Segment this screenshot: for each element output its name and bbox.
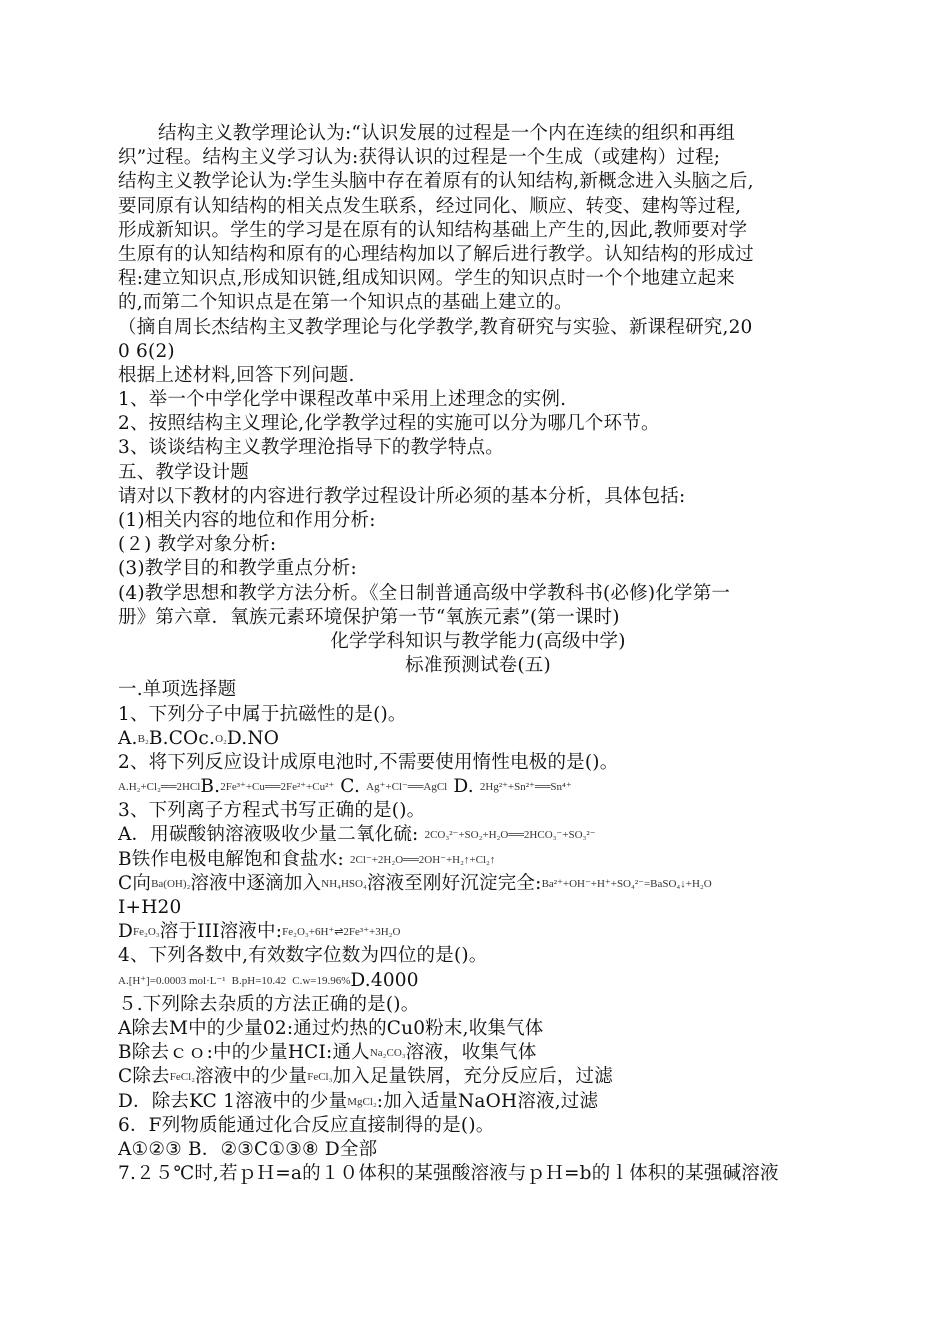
q5-option-d-text-1: D．除去KC 1溶液中的少量 [118,1090,348,1112]
q2-option-b-formula: 2Fe³⁺+Cu══2Fe²⁺+Cu²⁺ [220,781,335,794]
q2-option-b-label: B. [200,776,221,798]
q5-option-c-text-1: C除去 [118,1066,170,1088]
q2-option-a-formula: A.H₂+Cl₂══2HCl [118,781,201,794]
document-page [118,122,838,1186]
q3-option-a-text: A．用碳酸钠溶液吸收少量二氧化硫: [118,824,419,846]
q7-stem: 7.２５℃时,若ｐＨ=a的１０体积的某强酸溶液与ｐＨ=b的ｌ体积的某强碱溶液 [118,1163,779,1185]
passage-line-6: 生原有的认知结构和原有的心理结构加以了解后进行教学。认知结构的形成过 [118,243,754,265]
citation-line-1: （摘自周长杰结构主叉教学理论与化学教学,教育研究与实验、新课程研究,20 [118,316,753,338]
passage-line-5: 形成新知识。学生的学习是在原有的认知结构基础上产生的,因此,教师要对学 [118,219,748,241]
q1-option-a-formula: B₂ [137,732,149,745]
q3-option-c-formula-2: NH₄HSO₄ [321,877,367,890]
q2-options [118,775,838,799]
q4-options [118,969,838,993]
q4-option-b-formula: B.pH=10.42 [231,974,287,987]
q1-option-b: B.COc. [148,727,216,749]
section-5-item-3: (3)教学目的和教学重点分析: [118,558,357,580]
question-4-3: 3、谈谈结构主义教学理沧指导下的教学特点。 [118,437,504,459]
q2-stem: 2、将下列反应设计成原电池时,不需要使用惰性电极的是()。 [118,751,619,773]
q5-stem: ５.下列除去杂质的方法正确的是()。 [118,993,420,1015]
q3-option-d-formula-2: Fe₂O₃+6H⁺⇌2Fe³⁺+3H₂O [282,926,401,939]
q3-option-d-text-2: 溶于III溶液中: [159,921,283,943]
q3-option-c-text-2: 溶液中逐滴加入 [190,872,322,894]
q5-option-c-formula-1: FeCl₂ [169,1071,195,1084]
passage-line-2: 织”过程。结构主义学习认为:获得认识的过程是一个生成（或建构）过程; [118,147,721,169]
q1-option-a-label: A. [118,727,138,749]
q3-stem: 3、下列离子方程式书写正确的是()。 [118,800,426,822]
exam-subtitle: 标准预测试卷(五) [405,655,551,677]
question-4-2: 2、按照结构主义理论,化学教学过程的实施可以分为哪几个环节。 [118,413,660,435]
q3-option-b-formula: 2Cl⁻+2H₂O══2OH⁻+H₂↑+Cl₂↑ [350,853,496,866]
q5-option-a: A除去M中的少量02:通过灼热的Cu0粉末,收集气体 [118,1017,544,1039]
q4-option-a-formula: A.[H⁺]=0.0003 mol·L⁻¹ [118,974,226,987]
section-5-item-4-cont: 册》第六章．氧族元素环境保护第一节“氧族元素”(第一课时) [118,606,620,628]
q5-option-d [118,1090,838,1114]
passage-line-4: 要同原有认知结构的相关点发生联系，经过同化、顺应、转变、建构等过程, [118,195,742,217]
q4-option-c-formula: C.w=19.96% [292,974,351,987]
q5-option-d-formula: MgCl₂ [347,1095,377,1108]
q3-option-d-formula-1: Fe₂O₃ [133,926,160,939]
q6-options: A①②③ B．②③C①③⑧ D全部 [118,1138,378,1160]
question-4-1: 1、举一个中学化学中课程改革中采用上述理念的实例. [118,389,567,411]
passage-line-1: 结构主义教学理论认为:“认识发展的过程是一个内在连续的组织和再组 [158,123,736,144]
section-5-item-2: (２) 教学对象分析: [118,534,277,556]
q3-option-c-text-3: 溶液至刚好沉淀完全: [366,872,542,894]
section-5-heading: 五、教学设计题 [118,461,249,483]
q5-option-b-text-2: 溶液，收集气体 [405,1042,537,1064]
section-1-heading: 一.单项选择题 [118,679,237,701]
q5-option-d-text-2: :加入适量NaOH溶液,过滤 [376,1090,599,1112]
q6-stem: 6．F列物质能通过化合反应直接制得的是()。 [118,1114,495,1136]
q3-option-a [118,823,838,847]
exam-title: 化学学科知识与教学能力(高级中学) [330,630,626,652]
q3-option-b-text: B铁作电极电解饱和食盐水: [118,848,344,870]
citation-line-2: 0 6(2) [118,340,175,362]
passage-line-8: 的,而第二个知识点是在第一个知识点的基础上建立的。 [118,292,573,314]
q2-option-c-formula: Ag⁺+Cl⁻══AgCl [366,781,448,794]
passage-line-7: 程:建立知识点,形成知识链,组成知识网。学生的知识点时一个个地建立起来 [118,268,735,290]
q5-option-b-formula: Na₂CO₃ [369,1047,406,1060]
q4-stem: 4、下列各数中,有效数字位数为四位的是()。 [118,945,488,967]
q3-option-a-formula: 2CO₃²⁻+SO₂+H₂O══2HCO₃⁻+SO₃²⁻ [424,829,596,842]
q3-option-c-formula-3: Ba²⁺+OH⁻+H⁺+SO₄²⁻=BaSO₄↓+H₂O [541,877,712,890]
q2-option-d-formula: 2Hg²⁺+Sn²⁺══Sn⁴⁺ [479,781,572,794]
q5-option-c-text-3: 加入足量铁屑，充分反应后，过滤 [332,1066,613,1088]
section-5-item-1: (1)相关内容的地位和作用分析: [118,510,376,531]
section-5-prompt: 请对以下教材的内容进行教学过程设计所必须的基本分析，具体包括: [118,485,686,507]
q3-option-c [118,872,838,896]
q1-option-c-formula: O₂ [215,732,227,745]
passage-line-3: 结构主义教学论认为:学生头脑中存在着原有的认知结构,新概念进入头脑之后, [118,171,754,193]
q3-option-c-formula-1: Ba(OH)₂ [151,877,191,890]
q1-option-d: D.NO [226,727,280,749]
q3-option-d-text-1: D [118,921,134,943]
q3-option-b [118,848,838,872]
q5-option-c [118,1065,838,1089]
q3-option-c-text-1: C向 [118,872,152,894]
questions-intro: 根据上述材料,回答下列问题. [118,364,355,386]
q5-option-b-text-1: B除去ｃｏ:中的少量HCI:通人 [118,1042,370,1064]
q5-option-c-formula-2: FeCl₃ [307,1071,333,1084]
q5-option-c-text-2: 溶液中的少量 [195,1066,308,1088]
q1-stem: 1、下列分子中属于抗磁性的是()。 [118,703,407,725]
q3-option-c-cont: I+H20 [118,897,182,918]
q5-option-b [118,1041,838,1065]
q1-options [118,727,838,751]
q2-option-c-label: C. [334,776,361,798]
q3-option-d [118,920,838,944]
q2-option-d-label: D. [447,776,474,798]
section-5-item-4: (4)教学思想和教学方法分析。《全日制普通高级中学教科书(必修)化学第一 [118,582,731,604]
q4-option-d: D.4000 [350,969,419,991]
